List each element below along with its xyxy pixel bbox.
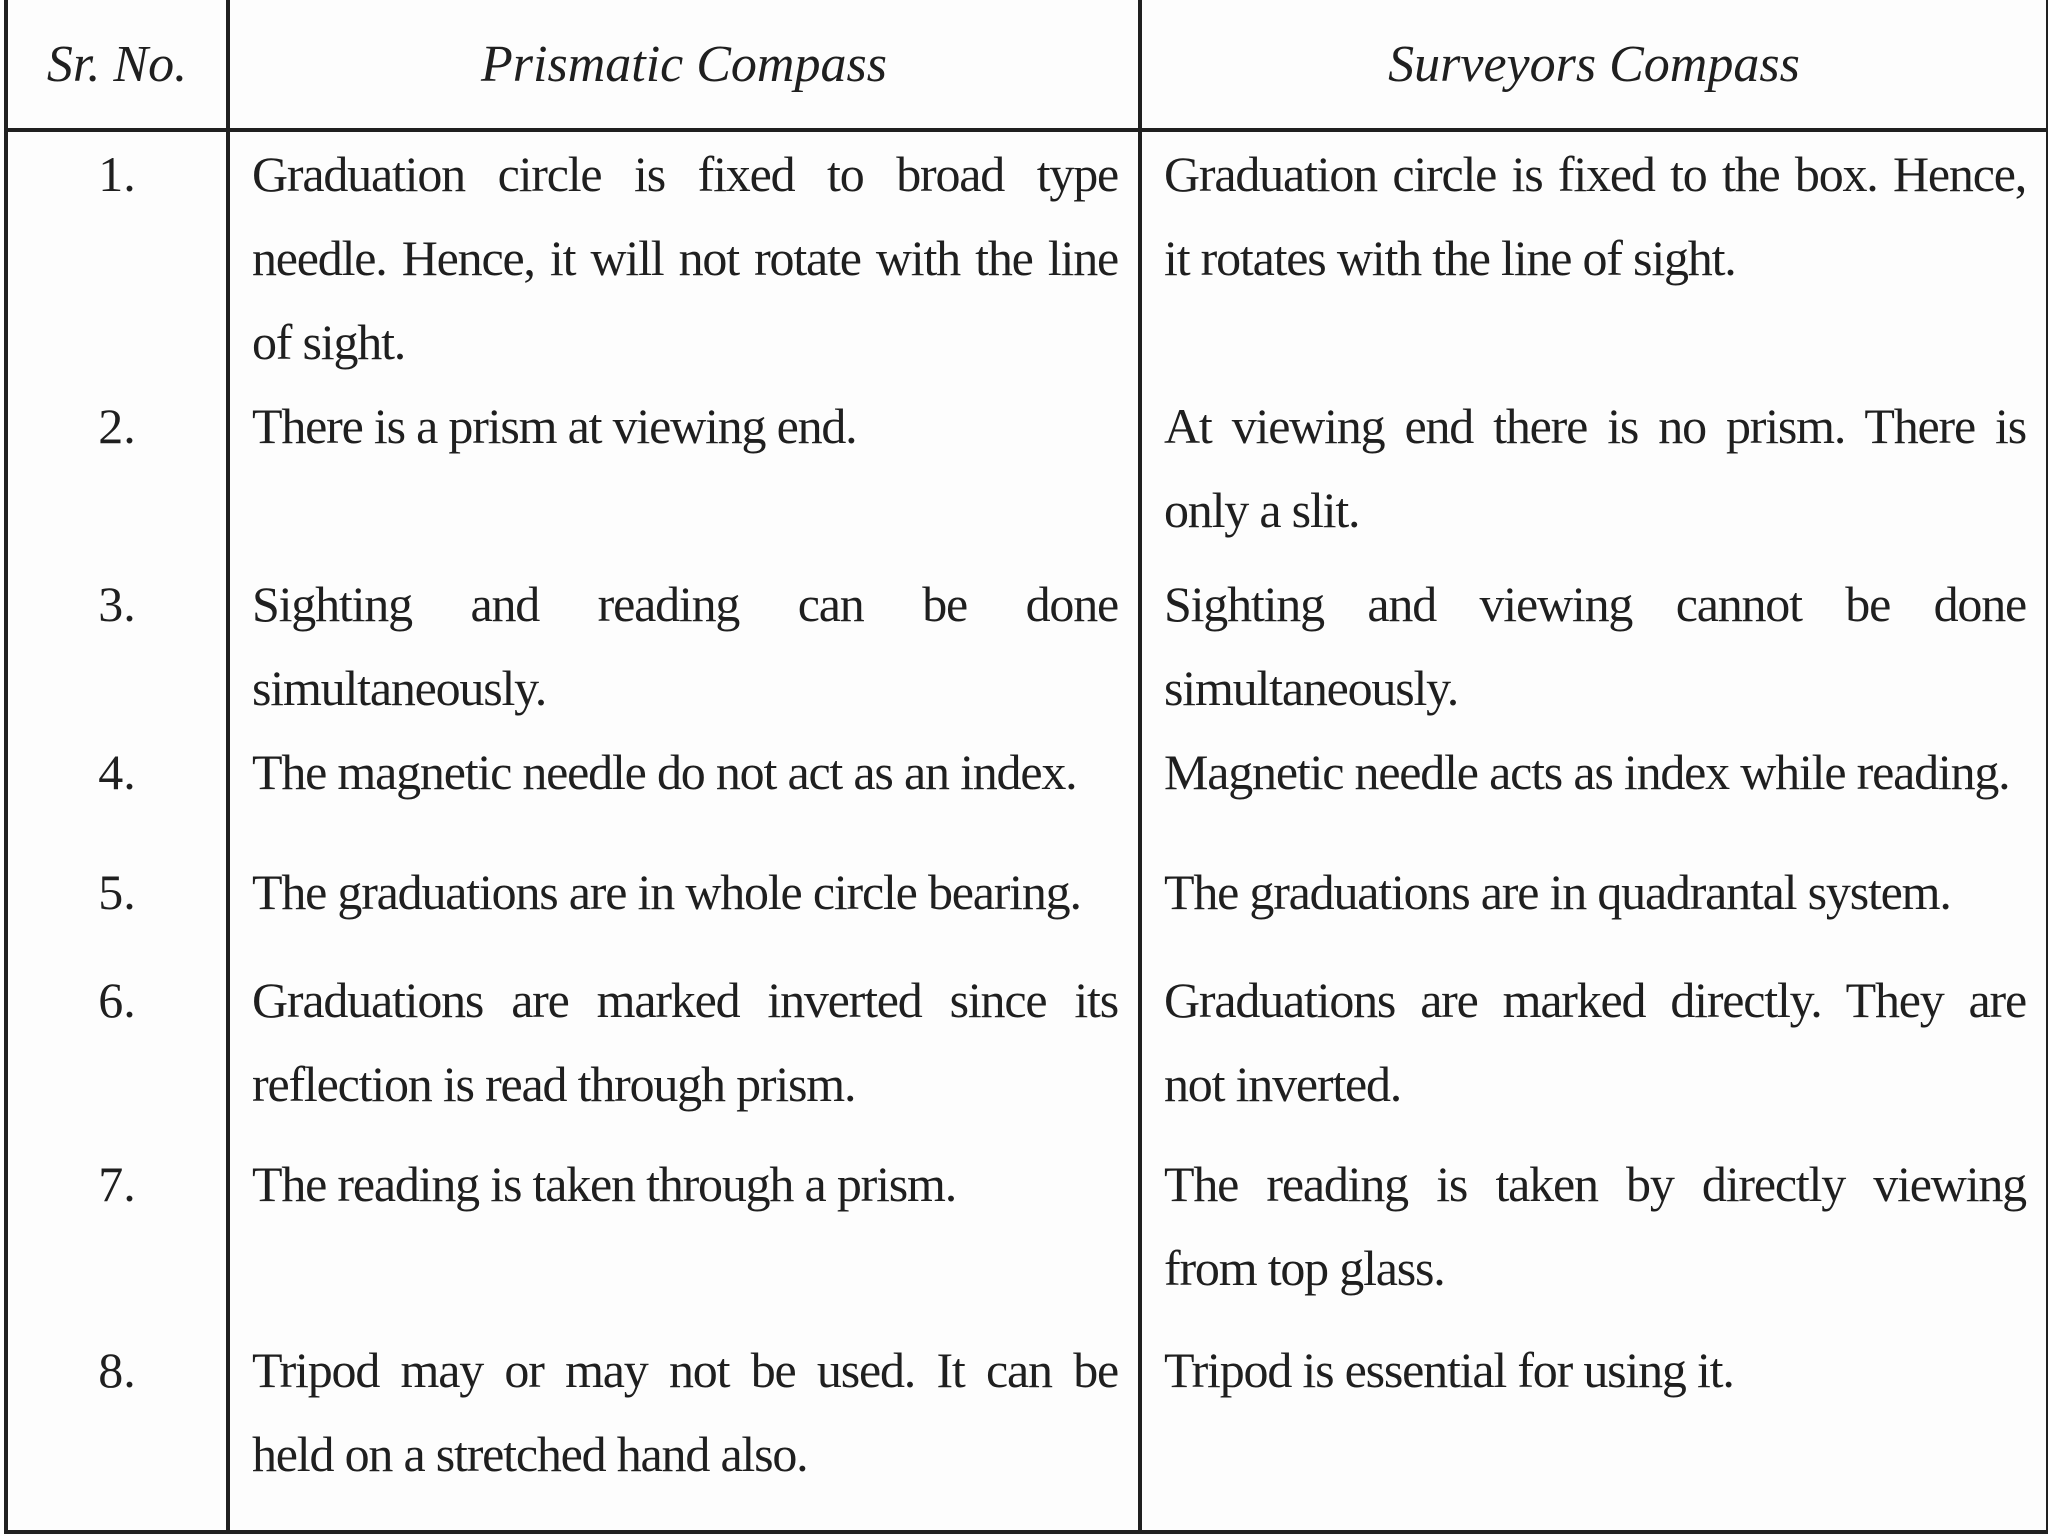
surveyors-cell: The reading is taken by directly viewing from top glass.	[1140, 1142, 2048, 1328]
surveyors-cell: Magnetic needle acts as index while reading.	[1140, 730, 2048, 850]
surveyors-cell: At viewing end there is no prism. There is only a slit.	[1140, 384, 2048, 562]
prismatic-cell: Sighting and reading can be done simultaneously.	[228, 562, 1140, 730]
prismatic-cell: Graduations are marked inverted since its reflection is read through prism.	[228, 958, 1140, 1142]
prismatic-cell: Graduation circle is fixed to broad type needle. Hence, it will not rotate with the line of sight.	[228, 130, 1140, 384]
row-number: 3.	[6, 562, 228, 730]
row-number: 2.	[6, 384, 228, 562]
prismatic-cell: Tripod may or may not be used. It can be held on a stretched hand also.	[228, 1328, 1140, 1532]
prismatic-cell: There is a prism at viewing end.	[228, 384, 1140, 562]
row-number: 6.	[6, 958, 228, 1142]
surveyors-cell: Tripod is essential for using it.	[1140, 1328, 2048, 1532]
table-row	[6, 850, 2048, 958]
row-number: 4.	[6, 730, 228, 850]
surveyors-cell: The graduations are in quadrantal system.	[1140, 850, 2048, 958]
row-number: 1.	[6, 130, 228, 384]
header-prismatic-compass: Prismatic Compass	[228, 0, 1140, 130]
surveyors-cell: Sighting and viewing cannot be done simultaneously.	[1140, 562, 2048, 730]
row-number: 8.	[6, 1328, 228, 1532]
header-surveyors-compass: Surveyors Compass	[1140, 0, 2048, 130]
table-row	[6, 1142, 2048, 1328]
table-header-row	[6, 0, 2048, 130]
prismatic-cell: The reading is taken through a prism.	[228, 1142, 1140, 1328]
table-row	[6, 130, 2048, 384]
header-sr-no: Sr. No.	[6, 0, 228, 130]
prismatic-cell: The magnetic needle do not act as an index.	[228, 730, 1140, 850]
table-row	[6, 730, 2048, 850]
surveyors-cell: Graduations are marked directly. They are not inverted.	[1140, 958, 2048, 1142]
row-number: 7.	[6, 1142, 228, 1328]
comparison-table	[4, 0, 2048, 1534]
table-row	[6, 384, 2048, 562]
table-row	[6, 562, 2048, 730]
table-row	[6, 958, 2048, 1142]
row-number: 5.	[6, 850, 228, 958]
prismatic-cell: The graduations are in whole circle bearing.	[228, 850, 1140, 958]
table-row	[6, 1328, 2048, 1532]
surveyors-cell: Graduation circle is fixed to the box. Hence, it rotates with the line of sight.	[1140, 130, 2048, 384]
